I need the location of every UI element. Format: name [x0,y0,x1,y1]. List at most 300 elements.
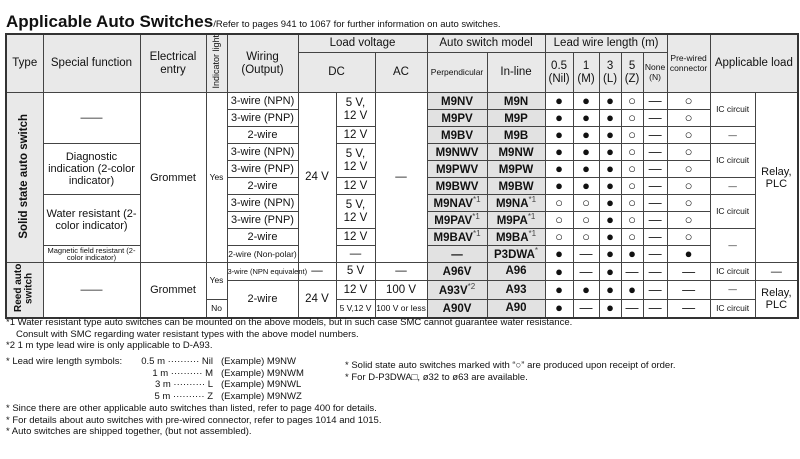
ac-voltage [375,281,427,300]
lead-length-mark [599,195,621,212]
lead-length-mark-text: ○ [628,161,636,177]
lead-length-mark [573,161,599,178]
header-prewired: Pre-wired connector [667,34,710,93]
model-perpendicular [427,212,487,229]
lead-length-mark [573,281,599,300]
note-p3dwa: * For D-P3DWA□, ø32 to ø63 are available. [345,371,528,383]
model-inline-text: M9NA [495,197,529,210]
lead-length-mark [599,246,621,263]
lead-length-mark-text: ● [582,144,590,160]
lead-length-mark [573,93,599,110]
lead-length-mark-text: ● [582,161,590,177]
indicator-light [206,263,227,300]
model-inline [487,93,545,110]
lead-length-mark-text: ● [606,144,614,160]
model-perpendicular [427,127,487,144]
model-inline-text: M9P [504,112,528,125]
dc-load-voltage-text: — [349,247,362,260]
dc-load-voltage-text: 5 V, 12 V [343,97,368,122]
model-inline-text: M9PW [498,163,534,176]
prewired-mark [667,161,710,178]
dc-load-voltage [336,246,375,263]
lead-length-mark-text: — [579,263,593,279]
header-perpendicular: Perpendicular [427,53,487,93]
lead-examples [221,356,304,402]
lead-length-mark [621,93,643,110]
lead-length-mark-text: ○ [582,229,590,245]
load-relay-text: Relay, PLC [761,165,792,190]
model-inline [487,110,545,127]
lead-length-mark [545,299,573,318]
header-length-5: 5 (Z) [621,53,643,93]
lead-length-mark [621,110,643,127]
lead-length-mark [599,127,621,144]
type-label: Solid state auto switch [18,113,31,239]
indicator-light-text: Yes [209,172,224,182]
wiring-text: 3-wire (NPN) [230,197,295,210]
load-ic-text: IC circuit [716,155,750,165]
lead-length-mark-text: — [625,300,639,316]
load-ic-text: IC circuit [716,104,750,114]
model-inline [487,263,545,281]
model-inline-text: M9BW [498,180,534,193]
ac-voltage-text: — [395,171,407,184]
lead-length-mark-text: — [648,110,662,126]
lead-example: (Example) M9NWM [221,367,304,379]
header-special-function: Special function [43,34,140,93]
dc-load-voltage-text: 5 V,12 V [339,302,372,313]
dc-voltage [298,93,336,263]
prewired-mark-text: ○ [684,110,693,126]
header-dc: DC [298,53,375,93]
subtitle: /Refer to pages 941 to 1067 for further information on auto switches. [213,19,501,30]
wiring [227,144,298,161]
lead-length-mark [545,93,573,110]
lead-length-mark-text: ○ [555,212,563,228]
note-order: * Solid state auto switches marked with “○” are produced upon receipt of order. [345,360,676,371]
auto-switch-table [5,33,799,319]
lead-length-mark [599,178,621,195]
prewired-mark-text: — [682,300,696,316]
lead-length-mark-text: — [648,127,662,143]
lead-length-mark-text: ● [606,161,614,177]
lead-length-mark [573,178,599,195]
load-relay-text: — [770,265,782,278]
lead-length-mark-text: ● [555,246,563,262]
lead-length-mark-text: ○ [628,212,636,228]
model-perpendicular-text: M9NAV [433,197,473,210]
lead-length-mark [643,93,667,110]
prewired-mark-text: ○ [684,93,693,109]
load-relay [755,263,798,281]
prewired-mark [667,299,710,318]
dc-load-voltage-text: 5 V, 12 V [343,199,368,224]
wiring-text: 2-wire [247,231,278,244]
electrical-entry [140,263,206,318]
header-model: Auto switch model [427,34,545,53]
model-perpendicular [427,110,487,127]
model-perpendicular [427,246,487,263]
model-inline-text: P3DWA [494,248,535,261]
model-inline-text: M9NW [498,146,534,159]
model-perpendicular-text: M9NWV [435,146,479,159]
note-1-cont: Consult with SMC regarding water resistant types with the above model numbers. [16,328,359,340]
lead-length-mark [545,127,573,144]
lead-length-mark-text: ● [606,195,614,211]
lead-len: 0.5 m ·········· Nil [141,356,213,367]
lead-length-mark-text: ● [606,110,614,126]
note-1: *1 Water resistant type auto switches can be mounted on the above models, but in such case SMC cannot guarantee water resistance. [6,317,573,328]
lead-length-mark [643,161,667,178]
lead-length-mark-text: ● [555,178,563,194]
note-2: *2 1 m type lead wire is only applicable to D-A93. [6,340,213,351]
header-load-voltage: Load voltage [298,34,427,53]
wiring [227,263,308,281]
lead-length-mark [621,246,643,263]
footnote-ref: *2 [467,281,476,291]
special-function [43,195,140,246]
footnote-ref: *1 [472,211,480,221]
lead-length-mark-text: ● [606,246,614,262]
load-ic [710,144,755,178]
lead-length-mark-text: — [648,229,662,245]
model-inline [487,299,545,318]
special-function-text: —— [80,283,103,296]
lead-length-mark [621,127,643,144]
lead-length-mark-text: ● [555,300,563,316]
lead-length-mark-text: — [648,161,662,177]
load-ic-text: — [728,129,737,140]
prewired-mark-text: — [682,263,696,279]
page-title [6,12,500,32]
dc-load-voltage [336,281,375,300]
special-function-text: Magnetic field resistant (2-color indicator) [47,245,136,263]
model-perpendicular-text: M9BWV [435,180,479,193]
load-ic [710,195,755,229]
lead-length-mark-text: ○ [628,127,636,143]
lead-len: 5 m ·········· Z [154,390,213,402]
lead-length-mark [573,229,599,246]
wiring-text: 3-wire (NPN) [230,146,295,159]
header-indicator-light [206,34,227,93]
lead-length-mark [621,144,643,161]
lead-length-mark [545,144,573,161]
dc-load-voltage-text: 12 V [343,179,368,192]
header-length-none: None (N) [643,53,667,93]
lead-length-mark-text: ● [606,127,614,143]
lead-length-mark [545,281,573,300]
prewired-mark-text: ○ [684,212,693,228]
dc-load-voltage-text: 12 V [343,128,368,141]
footnote-ref: *1 [472,194,481,204]
lead-length-mark-text: ● [606,263,614,279]
lead-length-mark-text: ● [555,93,563,109]
electrical-entry-text: Grommet [150,171,196,184]
load-ic-text: IC circuit [716,266,750,276]
lead-length-mark [599,110,621,127]
lead-length-mark-text: ● [628,281,636,297]
prewired-mark-text: ○ [684,195,693,211]
lead-length-mark [621,229,643,246]
ac-voltage [375,263,427,281]
lead-length-mark-text: — [648,212,662,228]
model-inline-text: M9B [503,129,529,142]
model-inline [487,246,545,263]
dc-voltage [298,281,336,318]
load-relay [755,281,798,318]
lead-length-mark [545,161,573,178]
load-ic [710,178,755,195]
lead-length-mark [643,127,667,144]
lead-length-mark [599,93,621,110]
lead-length-mark [643,229,667,246]
ac-voltage [375,299,427,318]
special-function [43,263,140,318]
wiring [227,178,298,195]
wiring-text: 2-wire [247,180,278,193]
dc-load-voltage-text: 5 V [346,265,365,278]
prewired-mark-text: ○ [684,178,693,194]
lead-length-mark-text: ● [606,178,614,194]
indicator-light-label: Indicator light [210,35,221,89]
load-ic [710,263,755,281]
model-perpendicular-text: M9PWV [435,163,479,176]
lead-length-mark [643,110,667,127]
dc-load-voltage [336,144,375,178]
wiring [227,229,298,246]
header-length-0-5: 0.5 (Nil) [545,53,573,93]
dc-load-voltage [336,263,375,281]
note-other: * Since there are other applicable auto switches than listed, refer to page 400 for details. [6,403,377,414]
lead-length-mark [621,263,643,281]
lead-length-mark [643,195,667,212]
wiring-text: 3-wire (PNP) [231,163,294,176]
bottom-notes [6,403,381,438]
model-perpendicular-text: M9PV [441,112,473,125]
lead-length-mark-text: — [648,263,662,279]
lead-length-mark-text: ○ [628,144,636,160]
wiring-text: 2-wire [247,129,278,142]
footnote-ref: *1 [472,228,481,238]
note-prewired: * For details about auto switches with pre-wired connector, refer to pages 1014 and 1015. [6,414,382,426]
lead-length-mark [621,195,643,212]
header-load: Applicable load [710,34,798,93]
lead-length-mark [545,263,573,281]
lead-length-mark-text: ○ [555,229,563,245]
ac-voltage [375,93,427,263]
lead-length-mark-text: — [579,246,593,262]
lead-length-mark [621,281,643,300]
wiring [227,212,298,229]
dc-load-voltage [336,229,375,246]
lead-length-mark-text: ● [555,281,563,297]
lead-length-mark-text: — [648,144,662,160]
wiring-text: 3-wire (PNP) [231,214,294,227]
type-label: Reed auto switch [13,264,35,313]
model-perpendicular-text: A96V [442,266,472,279]
model-perpendicular [427,161,487,178]
lead-length-mark-text: ● [555,127,563,143]
lead-length-mark [573,127,599,144]
dc-load-voltage [336,127,375,144]
dc-load-voltage [336,195,375,229]
wiring [227,195,298,212]
lead-example: (Example) M9NWZ [221,390,302,402]
wiring-text: 2-wire [247,292,278,305]
footnote-ref: * [534,245,539,255]
lead-length-mark-text: ● [628,246,636,262]
wiring-text: 3-wire (NPN equivalent) [227,266,308,276]
lead-length-mark [545,246,573,263]
model-inline [487,144,545,161]
prewired-mark-text: — [682,281,696,297]
lead-length-mark [643,212,667,229]
ac-voltage-text: 100 V or less [376,302,426,313]
lead-length-mark [599,299,621,318]
table-row [6,263,798,281]
model-inline-text: A93 [505,283,527,296]
lead-length-mark [573,299,599,318]
lead-length-mark-text: ● [606,281,614,297]
wiring-text: 2-wire (Non-polar) [228,248,297,259]
ac-voltage-text: — [395,265,407,278]
dc-voltage-text: 24 V [305,171,329,184]
wiring [227,161,298,178]
electrical-entry-text: Grommet [150,283,196,296]
lead-length-mark-text: ○ [628,195,636,211]
prewired-mark [667,246,710,263]
prewired-mark [667,195,710,212]
dc-load-voltage-text: 5 V, 12 V [343,148,368,173]
lead-length-mark-text: ● [582,178,590,194]
header-type: Type [6,34,43,93]
model-perpendicular-text: M9PAV [434,214,473,227]
lead-example: (Example) M9NW [221,356,296,367]
model-perpendicular-text: A93V [438,284,468,297]
load-relay [755,93,798,263]
indicator-light [206,299,227,318]
lead-length-mark-text: ○ [628,93,636,109]
dc-voltage-text: — [311,265,323,278]
model-perpendicular-text: M9BV [441,129,473,142]
model-perpendicular [427,178,487,195]
lead-length-mark [573,110,599,127]
special-function [43,246,140,263]
model-inline [487,195,545,212]
model-perpendicular-text: M9BAV [433,231,473,244]
load-relay-text: Relay, PLC [761,286,792,311]
model-perpendicular-text: M9NV [441,95,473,108]
lead-label: * Lead wire length symbols: [6,356,123,367]
load-ic-text: — [728,180,737,191]
lead-length-mark [599,144,621,161]
model-perpendicular [427,195,487,212]
prewired-mark-text: ○ [684,161,693,177]
title-text: Applicable Auto Switches [6,12,214,31]
lead-length-mark [599,229,621,246]
lead-length-mark-text: — [579,300,593,316]
lead-length-mark-text: ● [606,300,614,316]
lead-length-mark-text: ● [582,281,590,297]
lead-length-mark [573,246,599,263]
dc-load-voltage [336,299,375,318]
model-inline [487,161,545,178]
model-inline-text: M9N [503,95,529,108]
dc-load-voltage-text: 12 V [343,283,368,296]
lead-length-mark-text: ● [555,144,563,160]
model-inline [487,127,545,144]
prewired-mark-text: ○ [684,127,693,143]
wiring [227,281,298,318]
load-ic-text: — [728,284,737,295]
wiring [227,127,298,144]
lead-length-mark-text: ● [606,93,614,109]
lead-len: 1 m ·········· M [152,367,213,379]
load-ic [710,281,755,300]
model-inline-text: M9PA [496,214,528,227]
lead-length-mark [545,178,573,195]
model-inline-text: M9BA [495,231,529,244]
lead-length-mark [643,246,667,263]
lead-length-mark-text: — [648,246,662,262]
lead-length-mark-text: ○ [582,195,590,211]
model-perpendicular [427,144,487,161]
lead-length-mark-text: ○ [628,229,636,245]
lead-length-mark [545,229,573,246]
lead-length-mark [545,195,573,212]
model-perpendicular [427,229,487,246]
lead-example: (Example) M9NWL [221,379,302,390]
prewired-mark [667,110,710,127]
lead-length-mark-text: — [648,281,662,297]
ac-voltage-text: 100 V [385,283,417,296]
load-ic [710,93,755,127]
load-ic-text: — [728,240,737,250]
electrical-entry [140,93,206,263]
wiring-text: 3-wire (NPN) [230,95,295,108]
lead-length-mark-text: — [648,178,662,194]
load-ic-text: IC circuit [716,206,750,216]
lead-length-mark-text: ○ [555,195,563,211]
lead-length-mark [643,263,667,281]
indicator-light [206,93,227,263]
header-lead-wire: Lead wire length (m) [545,34,667,53]
load-ic [710,127,755,144]
header-wiring: Wiring (Output) [227,34,298,93]
prewired-mark [667,178,710,195]
header-ac: AC [375,53,427,93]
prewired-mark [667,144,710,161]
model-perpendicular-text: — [451,248,463,261]
special-function-text: Diagnostic indication (2-color indicator) [48,151,135,188]
header-electrical-entry: Electrical entry [140,34,206,93]
lead-length-mark-text: ● [582,127,590,143]
lead-length-mark [643,299,667,318]
prewired-mark [667,229,710,246]
model-perpendicular [427,263,487,281]
special-function-text: Water resistant (2-color indicator) [46,208,137,233]
special-function-text: —— [80,112,103,125]
lead-length-mark [621,299,643,318]
load-ic [710,299,755,318]
prewired-mark [667,93,710,110]
wiring [227,93,298,110]
lead-length-mark [621,212,643,229]
lead-length-mark-text: ● [606,229,614,245]
footnotes [6,317,572,352]
lead-length-mark-text: ● [606,212,614,228]
prewired-mark [667,127,710,144]
